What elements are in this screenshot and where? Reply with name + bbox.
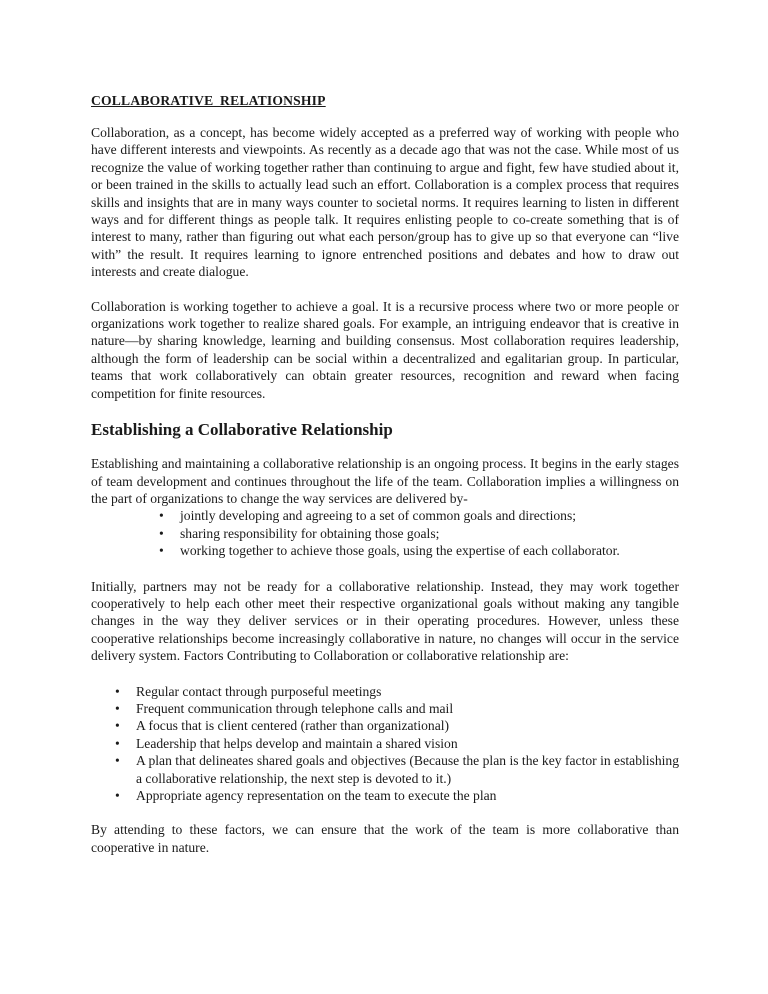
bullet-list-1 (91, 507, 679, 559)
document-title: COLLABORATIVE RELATIONSHIP (91, 93, 326, 108)
paragraph-5: By attending to these factors, we can ensure that the work of the team is more collaborative than cooperative in nature. (91, 822, 679, 855)
list-item: • A plan that delineates shared goals and objectives (Because the plan is the key factor in establishing a collaborative relationship, the next step is devoted to it.) (91, 752, 679, 787)
paragraph-3: Establishing and maintaining a collaborative relationship is an ongoing process. It begins in the early stages of team development and continues throughout the life of the team. Collaboration implies a willingness on the part of organizations to change the way services are delivered by- (91, 456, 679, 506)
list-item: • working together to achieve those goals, using the expertise of each collaborator. (91, 542, 679, 559)
list-item: • Leadership that helps develop and maintain a shared vision (91, 735, 679, 752)
list-item: • A focus that is client centered (rather than organizational) (91, 717, 679, 734)
list-item: • sharing responsibility for obtaining those goals; (91, 525, 679, 542)
list-item: • jointly developing and agreeing to a set of common goals and directions; (91, 507, 679, 524)
paragraph-4: Initially, partners may not be ready for a collaborative relationship. Instead, they may work together cooperatively to help each other meet their respective organizational goals without making any tangible changes in the way they deliver services or in their operating procedures. However, unless these cooperative relationships become increasingly collaborative in nature, no changes will occur in the service delivery system. Factors Contributing to Collaboration or collaborative relationship are: (91, 578, 679, 664)
list-item: • Regular contact through purposeful meetings (91, 683, 679, 700)
paragraph-1: Collaboration, as a concept, has become widely accepted as a preferred way of working with people who have different interests and viewpoints. As recently as a decade ago that was not the case. While most of us recognize the value of working together rather than continuing to argue and fight, few have studied about it, or been trained in the skills to actually lead such an effort. Collaboration is a complex process that requires skills and insights that are in many ways counter to societal norms. It requires learning to listen in different ways and for different things as people talk. It requires enlisting people to co-create something that is of interest to many, rather than figuring out what each person/group has to give up so that everyone can “live with” the result. It requires learning to ignore entrenched positions and debates and how to draw out interests and create dialogue. (91, 125, 679, 280)
bullet-list-2 (91, 683, 679, 805)
list-item: • Frequent communication through telephone calls and mail (91, 700, 679, 717)
section-heading: Establishing a Collaborative Relationship (91, 420, 393, 440)
list-item: • Appropriate agency representation on the team to execute the plan (91, 787, 679, 804)
paragraph-2: Collaboration is working together to achieve a goal. It is a recursive process where two or more people or organizations work together to realize shared goals. For example, an intriguing endeavor that is creative in nature—by sharing knowledge, learning and building consensus. Most collaboration requires leadership, although the form of leadership can be social within a decentralized and egalitarian group. In particular, teams that work collaboratively can obtain greater resources, recognition and reward when facing competition for finite resources. (91, 298, 679, 401)
